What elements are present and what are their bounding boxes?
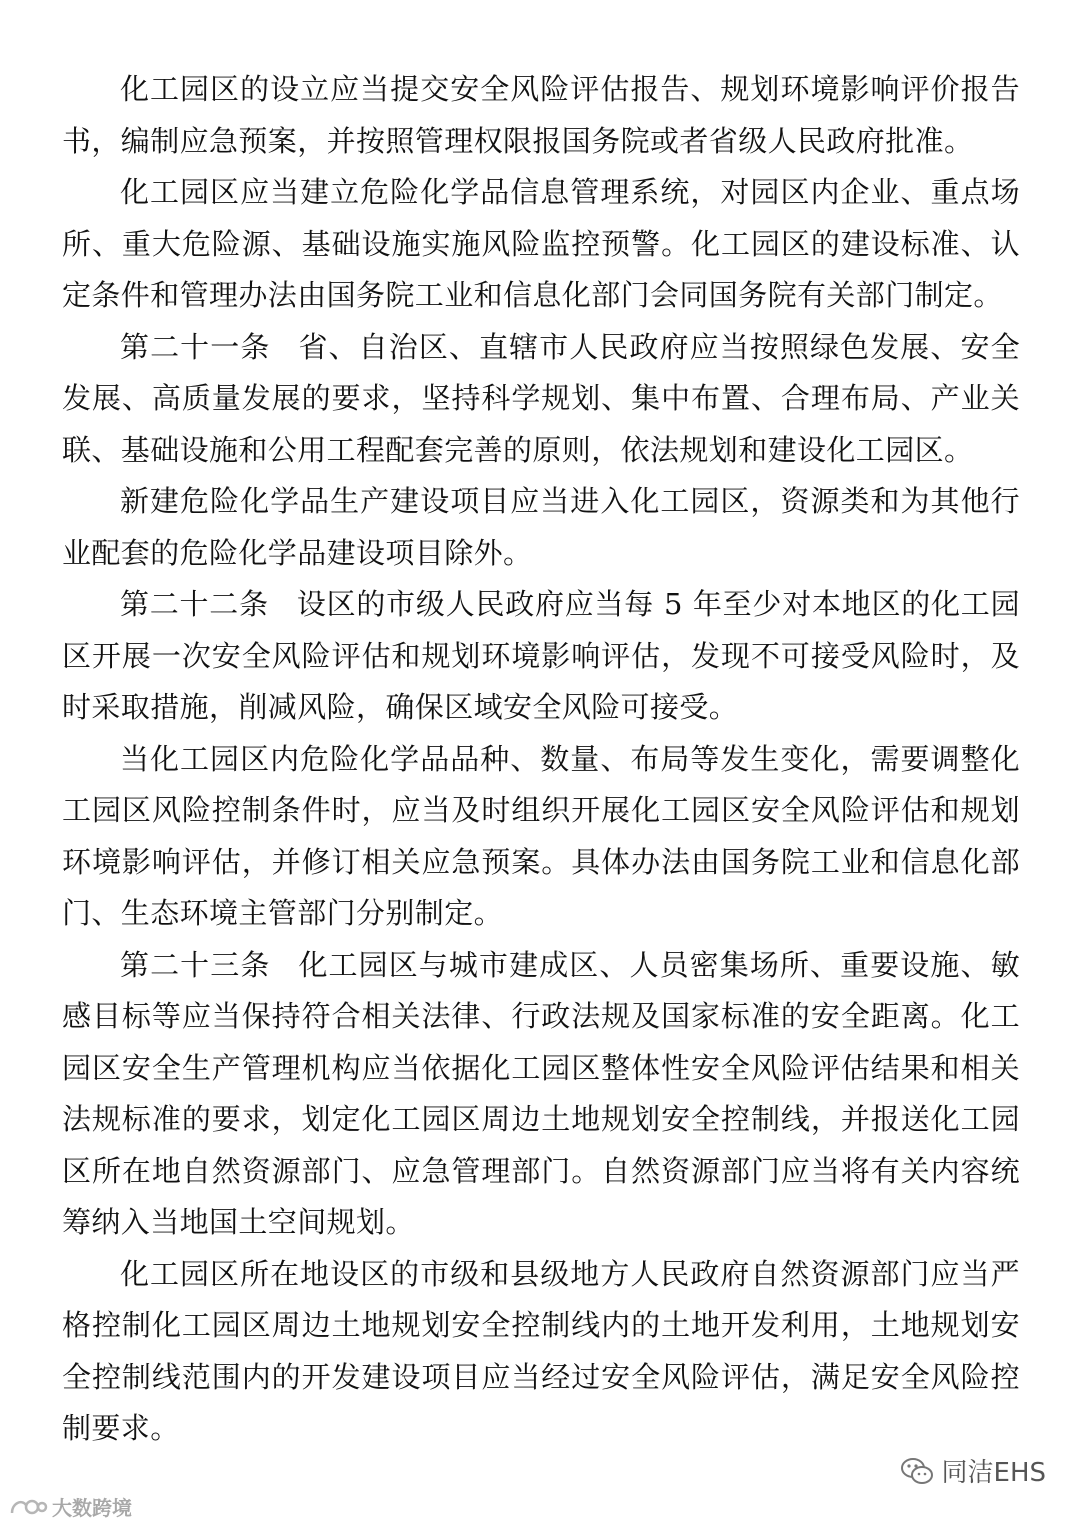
paragraph-article-22 <box>62 579 1020 734</box>
watermark-brand-text: 大数跨境 <box>52 1496 132 1520</box>
paragraph-article-21 <box>62 322 1020 477</box>
paragraph-text: 新建危险化学品生产建设项目应当进入化工园区，资源类和为其他行业配套的危险化学品建设项目除外。 <box>62 484 1020 570</box>
article-number: 第二十二条 <box>120 587 269 621</box>
paragraph-text: 化工园区的设立应当提交安全风险评估报告、规划环境影响评价报告书，编制应急预案，并按照管理权限报国务院或者省级人民政府批准。 <box>62 72 1020 158</box>
paragraph-text: 省、自治区、直辖市人民政府应当按照绿色发展、安全发展、高质量发展的要求，坚持科学规划、集中布置、合理布局、产业关联、基础设施和公用工程配套完善的原则，依法规划和建设化工园区。 <box>62 329 1020 467</box>
paragraph <box>62 167 1020 322</box>
article-number: 第二十一条 <box>120 329 271 364</box>
document-body <box>62 64 1020 1455</box>
paragraph <box>62 734 1020 940</box>
watermark-source <box>900 1452 1046 1489</box>
paragraph-text: 化工园区所在地设区的市级和县级地方人民政府自然资源部门应当严格控制化工园区周边土地规划安全控制线内的土地开发利用，土地规划安全控制线范围内的开发建设项目应当经过安全风险评估，满足安全风险控制要求。 <box>62 1256 1020 1445</box>
paragraph <box>62 476 1020 579</box>
paragraph-article-23 <box>62 940 1020 1249</box>
paragraph <box>62 64 1020 167</box>
paragraph-text: 设区的市级人民政府应当每 5 年至少对本地区的化工园区开展一次安全风险评估和规划环境影响评估，发现不可接受风险时，及时采取措施，削减风险，确保区域安全风险可接受。 <box>62 587 1020 724</box>
watermark-source-text: 同洁EHS <box>941 1458 1046 1488</box>
paragraph-text: 化工园区应当建立危险化学品信息管理系统，对园区内企业、重点场所、重大危险源、基础设施实施风险监控预警。化工园区的建设标准、认定条件和管理办法由国务院工业和信息化部门会同国务院有关部门制定。 <box>62 175 1020 312</box>
paragraph <box>62 1249 1020 1455</box>
paragraph-text: 当化工园区内危险化学品品种、数量、布局等发生变化，需要调整化工园区风险控制条件时，应当及时组织开展化工园区安全风险评估和规划环境影响评估，并修订相关应急预案。具体办法由国务院工业和信息化部门、生态环境主管部门分别制定。 <box>62 741 1020 930</box>
paragraph-text: 化工园区与城市建成区、人员密集场所、重要设施、敏感目标等应当保持符合相关法律、行政法规及国家标准的安全距离。化工园区安全生产管理机构应当依据化工园区整体性安全风险评估结果和相关法规标准的要求，划定化工园区周边土地规划安全控制线，并报送化工园区所在地自然资源部门、应急管理部门。自然资源部门应当将有关内容统筹纳入当地国土空间规划。 <box>62 947 1020 1239</box>
brand-logo-icon <box>8 1495 48 1519</box>
watermark-brand <box>8 1492 132 1521</box>
wechat-icon <box>900 1456 934 1486</box>
article-number: 第二十三条 <box>120 947 271 982</box>
